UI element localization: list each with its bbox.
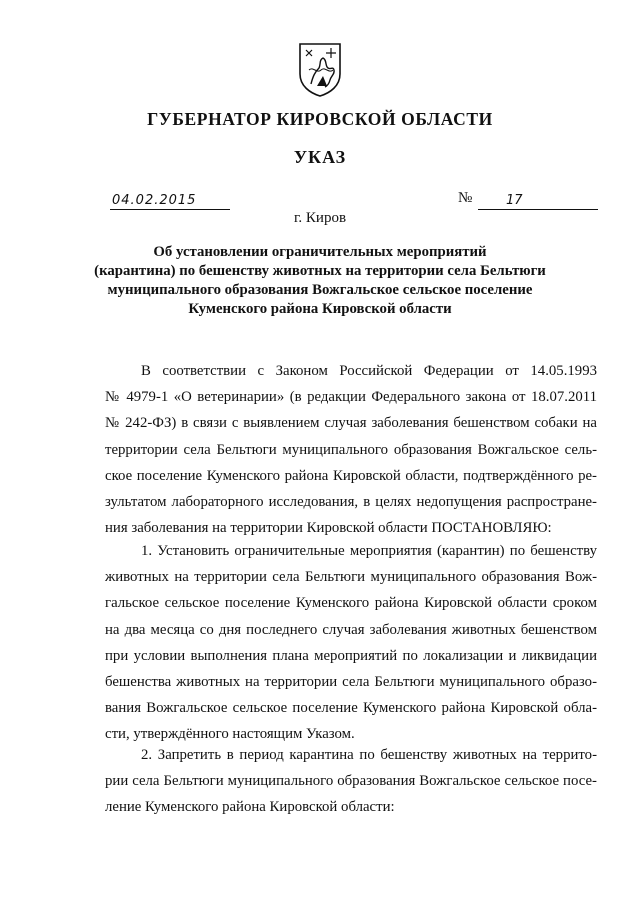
document-date: 04.02.2015 — [112, 193, 197, 208]
text-line: № 4979-1 «О ветеринарии» (в редакции Федерального закона от 18.07.2011 — [105, 389, 597, 406]
text-line: на два месяца со дня последнего случая заболевания животных бешенством — [105, 621, 597, 638]
text-line: вания Вожгальское сельское поселение Куменского района Кировской обла- — [105, 700, 597, 717]
text-line: ское поселение Куменского района Кировской области, подтверждённого ре- — [105, 467, 597, 484]
issuer-title: ГУБЕРНАТОР КИРОВСКОЙ ОБЛАСТИ — [147, 109, 493, 129]
text-line: 1. Установить ограничительные мероприятия (карантин) по бешенству — [141, 543, 597, 559]
number-field — [478, 193, 598, 210]
text-line: сти, утверждённого настоящим Указом. — [105, 726, 355, 743]
text-line: ния заболевания на территории Кировской области ПОСТАНОВЛЯЮ: — [105, 520, 552, 537]
text-line: № 242-ФЗ) в связи с выявлением случая заболевания бешенством собаки на — [105, 415, 597, 432]
document-number: 17 — [506, 193, 523, 208]
document-subject — [0, 243, 640, 319]
text-line: В соответствии с Законом Российской Федерации от 14.05.1993 — [141, 363, 597, 379]
paragraph-item-1 — [105, 538, 597, 748]
paragraph-item-2 — [105, 742, 597, 821]
text-line: бешенства животных на территории села Бельтюги муниципального образо- — [105, 674, 597, 691]
text-line: при условии выполнения плана мероприятий по локализации и ликвидации — [105, 647, 597, 664]
coat-of-arms-icon — [297, 40, 343, 98]
city-name: г. Киров — [293, 210, 347, 226]
text-line: животных на территории села Бельтюги муниципального образования Вож- — [105, 569, 597, 586]
subject-line: (карантина) по бешенству животных на территории села Бельтюги — [94, 263, 546, 279]
document-type: УКАЗ — [293, 147, 347, 167]
subject-line: Куменского района Кировской области — [188, 301, 452, 317]
text-line: территории села Бельтюги муниципального образования Вожгальское сель- — [105, 441, 597, 458]
text-line: зультатом лабораторного исследования, в целях недопущения распростране- — [105, 494, 597, 511]
subject-line: Об установлении ограничительных мероприятий — [153, 244, 487, 260]
text-line: 2. Запретить в период карантина по бешенству животных на террито- — [141, 747, 597, 763]
paragraph-preamble — [105, 358, 597, 541]
text-line: ление Куменского района Кировской области: — [105, 799, 395, 816]
subject-line: муниципального образования Вожгальское сельское поселение — [107, 282, 533, 298]
text-line: гальское сельское поселение Куменского района Кировской области сроком — [105, 595, 597, 612]
date-field — [110, 193, 230, 210]
text-line: рии села Бельтюги муниципального образования Вожгальское сельское посе- — [105, 773, 597, 790]
number-label: № — [458, 190, 473, 206]
